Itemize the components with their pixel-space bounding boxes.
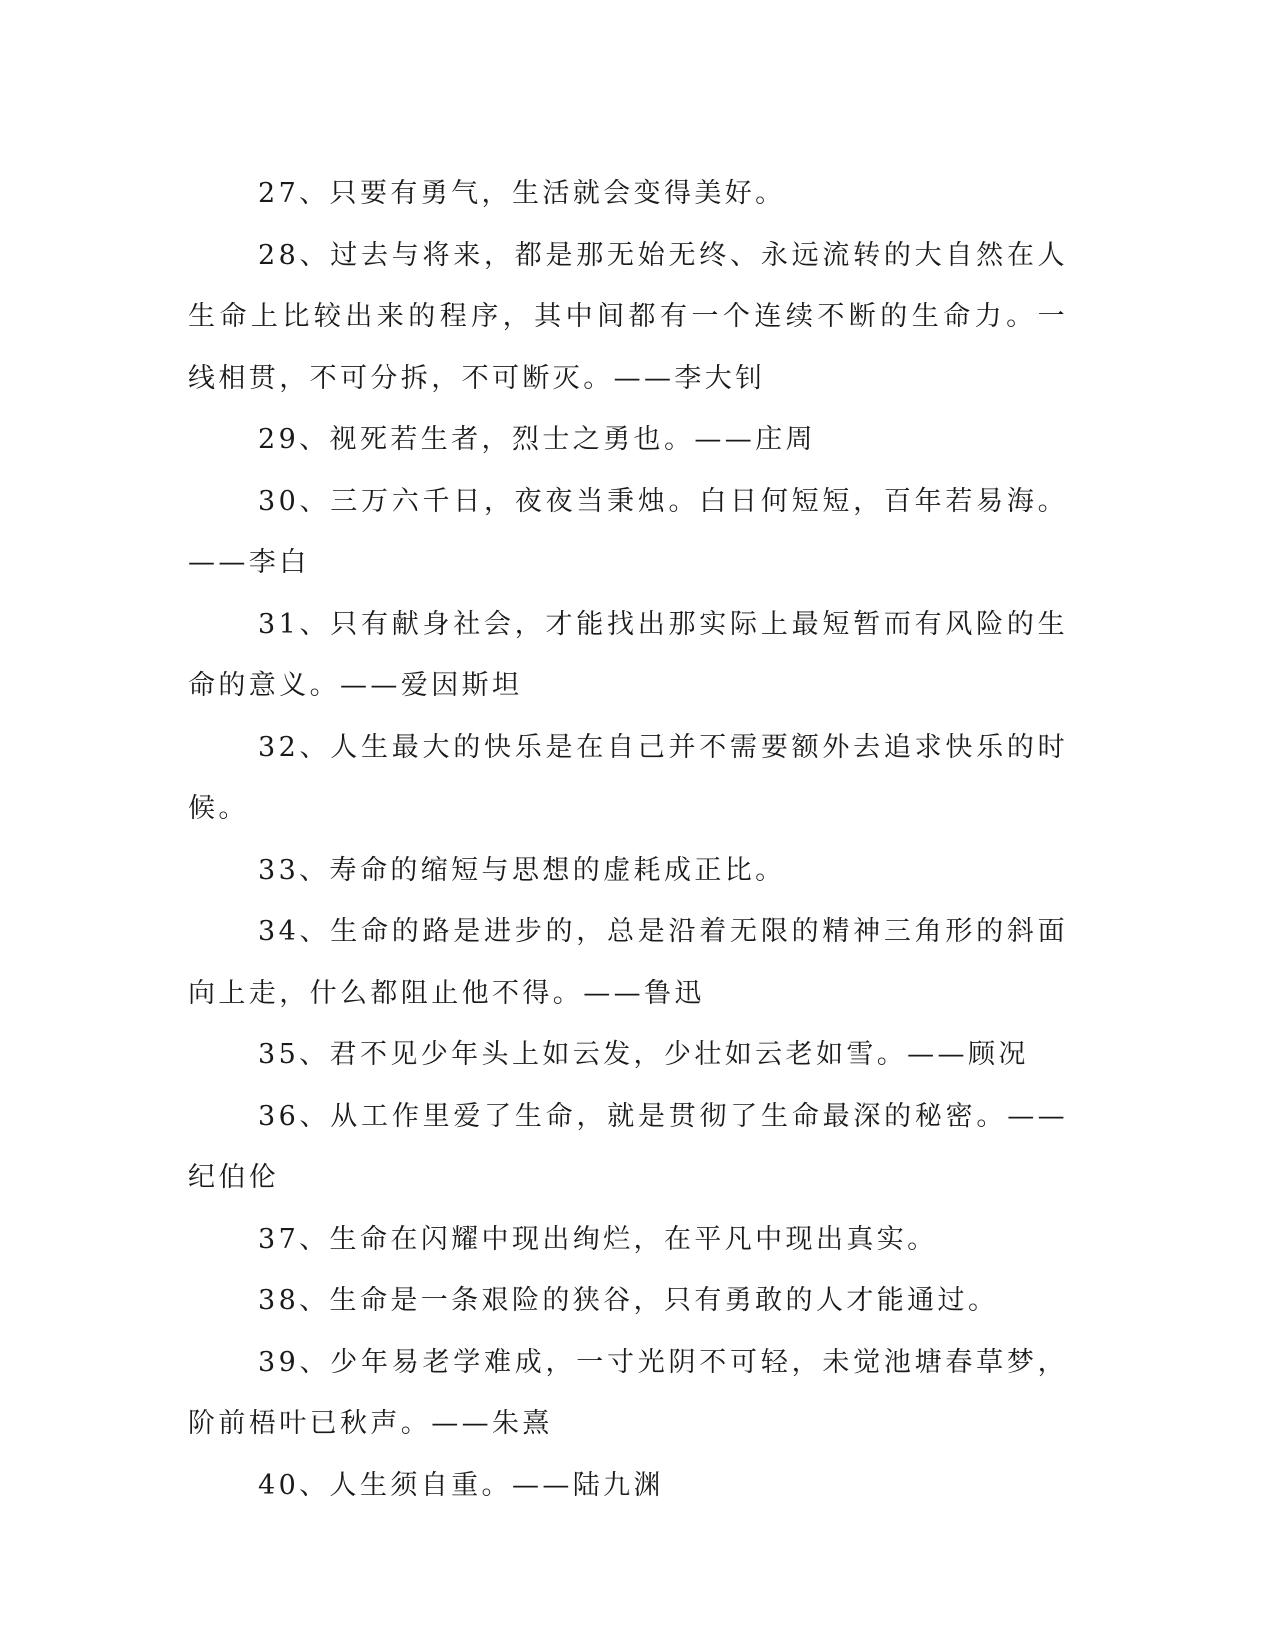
- quote-paragraph-30: 30、三万六千日，夜夜当秉烛。白日何短短，百年若易海。——李白: [188, 485, 1068, 578]
- quote-paragraph-39: 39、少年易老学难成，一寸光阴不可轻，未觉池塘春草梦，阶前梧叶已秋声。——朱熹: [188, 1346, 1068, 1439]
- quote-list: [188, 163, 1068, 1516]
- quote-paragraph-33: 33、寿命的缩短与思想的虚耗成正比。: [258, 854, 786, 886]
- quote-paragraph-40: 40、人生须自重。——陆九渊: [258, 1469, 664, 1501]
- quote-paragraph-37: 37、生命在闪耀中现出绚烂，在平凡中现出真实。: [258, 1223, 938, 1255]
- quote-paragraph-29: 29、视死若生者，烈士之勇也。——庄周: [258, 424, 816, 455]
- quote-paragraph-31: 31、只有献身社会，才能找出那实际上最短暂而有风险的生命的意义。——爱因斯坦: [188, 608, 1068, 701]
- quote-paragraph-35: 35、君不见少年头上如云发，少壮如云老如雪。——顾况: [258, 1039, 1029, 1070]
- quote-paragraph-38: 38、生命是一条艰险的狭谷，只有勇敢的人才能通过。: [258, 1285, 999, 1316]
- quote-paragraph-32: 32、人生最大的快乐是在自己并不需要额外去追求快乐的时候。: [188, 731, 1068, 824]
- quote-paragraph-34: 34、生命的路是进步的，总是沿着无限的精神三角形的斜面向上走，什么都阻止他不得。——鲁迅: [188, 916, 1068, 1009]
- quote-paragraph-28: 28、过去与将来，都是那无始无终、永远流转的大自然在人生命上比较出来的程序，其中间都有一个连续不断的生命力。一线相贯，不可分拆，不可断灭。——李大钊: [188, 239, 1068, 394]
- quote-paragraph-27: 27、只要有勇气，生活就会变得美好。: [258, 178, 786, 209]
- quote-paragraph-36: 36、从工作里爱了生命，就是贯彻了生命最深的秘密。——纪伯伦: [188, 1100, 1068, 1193]
